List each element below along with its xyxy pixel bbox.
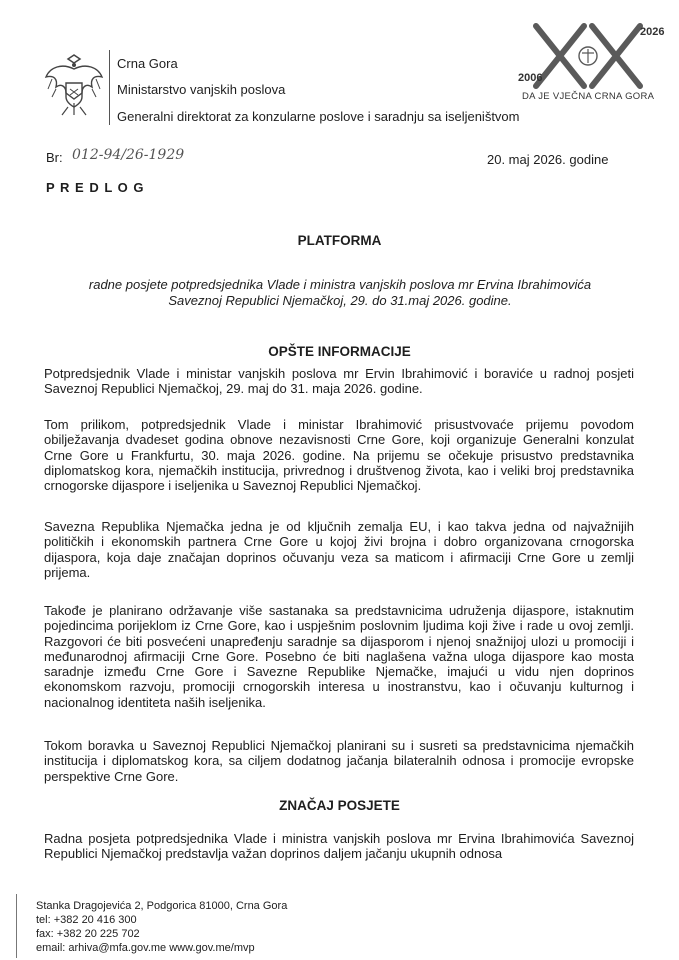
paragraph: Tokom boravka u Saveznoj Republici Njemačkoj planirani su i susreti sa predstavnicima njemačkih institucija i diplomatskog kora, sa ciljem dodatnog jačanja bilateralnih odnosa i promocije evropske perspektive Crne Gore. — [44, 738, 634, 784]
header-directorate: Generalni direktorat za konzularne poslove i saradnju sa iseljeništvom — [117, 109, 520, 124]
paragraph: Tom prilikom, potpredsjednik Vlade i ministar Ibrahimović prisustvovaće prijemu povodom obilježavanja dvadeset godina obnove nezavisnosti Crne Gore, koji organizuje Generalni konzulat Crne Gore u Frankfurtu, 30. maja 2026. godine. Na prijemu se očekuje prisustvo predstavnika diplomatskog kora, njemačkih institucija, privrednog i društvenog života, kao i veliki broj predstavnika crnogorske dijaspore i iseljenika u Saveznoj Republici Njemačkoj. — [44, 417, 634, 494]
section-heading-general: OPŠTE INFORMACIJE — [268, 344, 411, 359]
footer-divider — [16, 894, 17, 958]
footer-fax: fax: +382 20 225 702 — [36, 928, 140, 940]
logo-year-start: 2006 — [518, 72, 543, 84]
anniversary-logo — [516, 22, 665, 104]
paragraph: Savezna Republika Njemačka jedna je od ključnih zemalja EU, i kao takva jedna od najvažnijih političkih i ekonomskih partnera Crne Gore u kojoj živi brojna i dobro organizovana crnogorska dijaspora, koja daje značajan doprinos očuvanju veza sa maticom i afirmaciji Crne Gore u zemlji prijema. — [44, 519, 634, 580]
section-heading-significance: ZNAČAJ POSJETE — [279, 798, 400, 813]
xx-emblem-icon — [530, 22, 646, 90]
footer-address: Stanka Dragojevića 2, Podgorica 81000, Crna Gora — [36, 900, 288, 912]
header-divider — [109, 50, 110, 125]
subtitle-line-2: Saveznoj Republici Njemačkoj, 29. do 31.maj 2026. godine. — [168, 293, 512, 308]
header-ministry: Ministarstvo vanjskih poslova — [117, 82, 286, 97]
footer-email: email: arhiva@mfa.gov.me www.gov.me/mvp — [36, 942, 255, 954]
logo-tagline: DA JE VJEČNA CRNA GORA — [522, 91, 655, 102]
logo-year-end: 2026 — [640, 26, 665, 38]
reference-number: 012-94/26-1929 — [72, 147, 185, 163]
document-date: 20. maj 2026. godine — [487, 152, 609, 167]
paragraph: Radna posjeta potpredsjednika Vlade i ministra vanjskih poslova mr Ervina Ibrahimovića Saveznoj Republici Njemačkoj predstavlja važan doprinos daljem jačanju ukupnih odnosa — [44, 831, 634, 862]
subtitle-line-1: radne posjete potpredsjednika Vlade i ministra vanjskih poslova mr Ervina Ibrahimovića — [88, 277, 592, 292]
header-country: Crna Gora — [117, 56, 178, 71]
reference-label: Br: — [46, 150, 63, 165]
coat-of-arms-icon — [44, 53, 104, 119]
document-subtitle — [60, 277, 620, 309]
document-type: P R E D L O G — [46, 180, 145, 195]
document-title: PLATFORMA — [297, 233, 382, 248]
paragraph: Potpredsjednik Vlade i ministar vanjskih poslova mr Ervin Ibrahimović i boraviće u radnoj posjeti Saveznoj Republici Njemačkoj, 29. maj do 31. maja 2026. godine. — [44, 366, 634, 397]
paragraph: Takođe je planirano održavanje više sastanaka sa predstavnicima udruženja dijaspore, istaknutim pojedincima porijeklom iz Crne Gore, kao i uspješnim poslovnim ljudima koji žive i rade u ovoj zemlji. Razgovori će biti posvećeni unapređenju saradnje sa dijasporom i njenoj snažnijoj ulozi u promociji i međunarodnoj afirmaciji Crne Gore. Posebno će biti naglašena važna uloga dijaspore kao mosta saradnje između Crne Gore i Savezne Republike Njemačke, imajući u vidu njen doprinos ekonomskom razvoju, promociji crnogorskih interesa u inostranstvu, kao i očuvanju kulturnog i nacionalnog identiteta naših iseljenika. — [44, 603, 634, 710]
footer-tel: tel: +382 20 416 300 — [36, 914, 137, 926]
